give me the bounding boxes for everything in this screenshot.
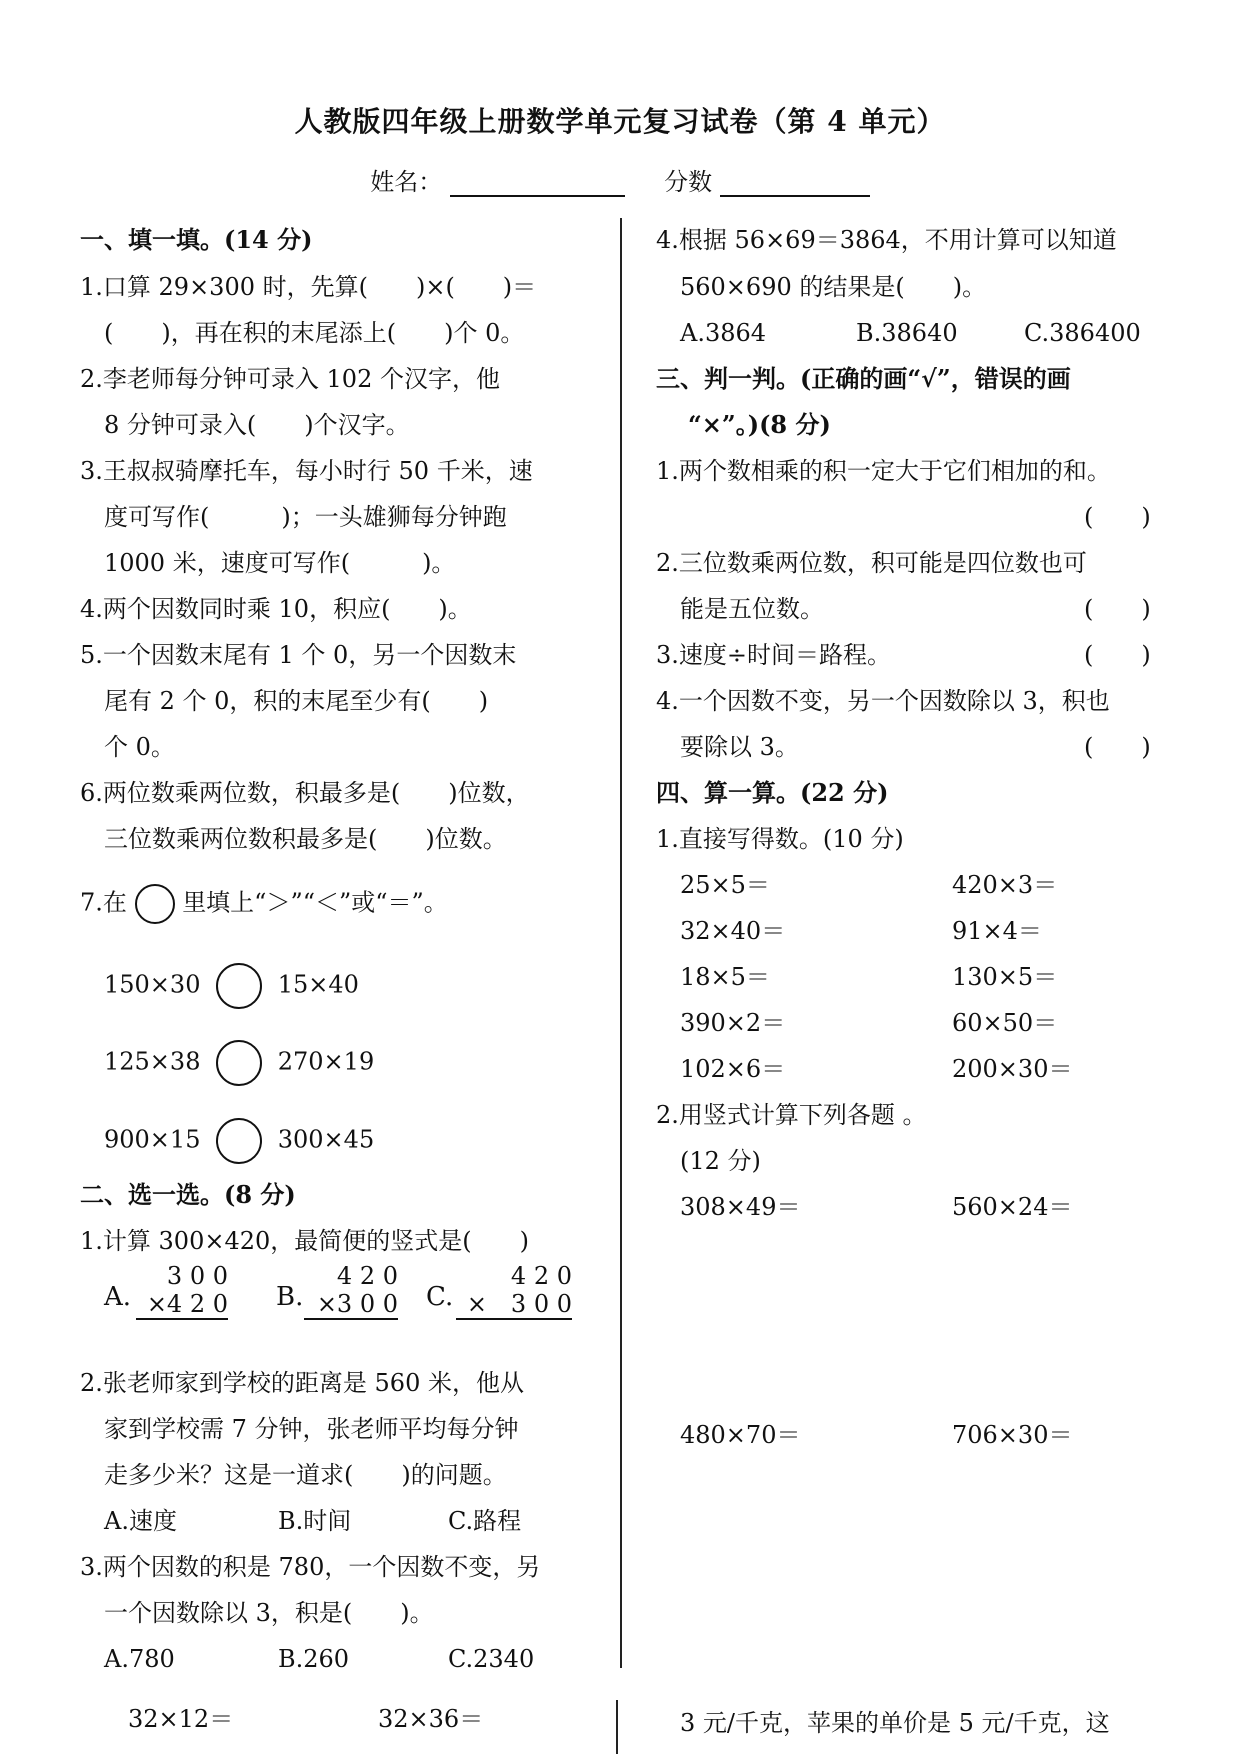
direct-expr: 91×4＝ [952, 917, 1042, 945]
vertical-expr: 308×49＝ [680, 1193, 801, 1221]
column-divider-bottom [616, 1700, 618, 1754]
name-blank[interactable] [450, 171, 625, 197]
direct-expr: 420×3＝ [952, 871, 1058, 899]
q7-line [80, 884, 448, 924]
q4-line: 4.两个因数同时乘 10，积应( )。 [80, 595, 472, 623]
s2q2-line-3: 走多少米？这是一道求( )的问题。 [104, 1461, 507, 1489]
compare-left: 150×30 [104, 970, 201, 999]
compare-left: 125×38 [104, 1047, 201, 1076]
vertical-expr: 480×70＝ [680, 1421, 801, 1449]
direct-expr: 18×5＝ [680, 963, 770, 991]
circle-icon [135, 884, 175, 924]
s2q2-option-b: B.时间 [278, 1507, 352, 1535]
compare-row-3 [104, 1118, 374, 1164]
bottom-expr-1: 32×12＝ [128, 1705, 234, 1733]
s4q1-title: 1.直接写得数。(10 分) [656, 825, 904, 853]
compare-right: 15×40 [277, 970, 359, 999]
s4q2-title-line-2: (12 分) [680, 1147, 761, 1175]
s2q1-option-b [304, 1262, 398, 1320]
bottom-text: 3 元/千克，苹果的单价是 5 元/千克，这 [680, 1709, 1110, 1737]
s2q2-option-a: A.速度 [104, 1507, 177, 1535]
vertical-bottom: × 3 0 0 [456, 1290, 572, 1320]
s2q1-option-a [136, 1262, 228, 1320]
q1-line-2: ( )，再在积的末尾添上( )个 0。 [104, 319, 525, 347]
q5-line-1: 5.一个因数末尾有 1 个 0，另一个因数末 [80, 641, 517, 669]
s2q3-line-1: 3.两个因数的积是 780，一个因数不变，另 [80, 1553, 541, 1581]
q3-line-2: 度可写作( )；一头雄狮每分钟跑 [104, 503, 507, 531]
q6-line-1: 6.两位数乘两位数，积最多是( )位数， [80, 779, 530, 807]
score-blank[interactable] [720, 171, 870, 197]
judge-2-paren[interactable]: ( ) [1084, 595, 1151, 623]
direct-expr: 60×50＝ [952, 1009, 1058, 1037]
q2-line-1: 2.李老师每分钟可录入 102 个汉字，他 [80, 365, 500, 393]
q6-line-2: 三位数乘两位数积最多是( )位数。 [104, 825, 507, 853]
compare-circle[interactable] [216, 1118, 262, 1164]
direct-expr: 102×6＝ [680, 1055, 786, 1083]
direct-expr: 390×2＝ [680, 1009, 786, 1037]
judge-4-line-2: 要除以 3。 [680, 733, 799, 761]
q5-line-3: 个 0。 [104, 733, 175, 761]
s2q3-option-c: C.2340 [448, 1645, 535, 1673]
compare-left: 900×15 [104, 1125, 201, 1154]
s2q3-line-2: 一个因数除以 3，积是( )。 [104, 1599, 434, 1627]
s2q3-option-a: A.780 [104, 1645, 175, 1673]
q5-line-2: 尾有 2 个 0，积的末尾至少有( ) [104, 687, 489, 715]
compare-circle[interactable] [216, 963, 262, 1009]
direct-expr: 25×5＝ [680, 871, 770, 899]
section-4-title: 四、算一算。(22 分) [656, 778, 889, 807]
s2q1-option-a-label: A. [104, 1282, 132, 1312]
compare-circle[interactable] [216, 1040, 262, 1086]
compare-row-2 [104, 1040, 374, 1086]
q2-line-2: 8 分钟可录入( )个汉字。 [104, 411, 410, 439]
r-q4-line-1: 4.根据 56×69＝3864，不用计算可以知道 [656, 226, 1117, 254]
judge-2-line-1: 2.三位数乘两位数，积可能是四位数也可 [656, 549, 1087, 577]
vertical-expr: 560×24＝ [952, 1193, 1073, 1221]
s2q1-option-c [456, 1262, 572, 1320]
section-3-title-line-1: 三、判一判。(正确的画“√”，错误的画 [656, 364, 1071, 393]
s2q2-option-c: C.路程 [448, 1507, 522, 1535]
q7-prefix: 7.在 [80, 888, 127, 917]
r-q4-line-2: 560×690 的结果是( )。 [680, 273, 987, 301]
column-divider [620, 218, 622, 1668]
vertical-bottom: ×3 0 0 [304, 1290, 398, 1320]
judge-3-paren[interactable]: ( ) [1084, 641, 1151, 669]
judge-4-paren[interactable]: ( ) [1084, 733, 1151, 761]
s2q2-line-1: 2.张老师家到学校的距离是 560 米，他从 [80, 1369, 524, 1397]
bottom-expr-2: 32×36＝ [378, 1705, 484, 1733]
r-q4-option-b: B.38640 [856, 319, 958, 347]
judge-2-line-2: 能是五位数。 [680, 595, 824, 623]
direct-expr: 32×40＝ [680, 917, 786, 945]
r-q4-option-c: C.386400 [1024, 319, 1141, 347]
s2q1-line: 1.计算 300×420，最简便的竖式是( ) [80, 1227, 529, 1255]
direct-expr: 130×5＝ [952, 963, 1058, 991]
section-1-title: 一、填一填。(14 分) [80, 225, 313, 254]
r-q4-option-a: A.3864 [680, 319, 767, 347]
judge-3: 3.速度÷时间＝路程。 [656, 641, 892, 669]
vertical-top: 3 0 0 [166, 1262, 228, 1290]
score-label: 分数 [664, 168, 713, 196]
section-2-title: 二、选一选。(8 分) [80, 1180, 296, 1209]
s4q2-title-line-1: 2.用竖式计算下列各题 。 [656, 1101, 927, 1129]
vertical-top: 4 2 0 [510, 1262, 572, 1290]
s2q3-option-b: B.260 [278, 1645, 350, 1673]
vertical-expr: 706×30＝ [952, 1421, 1073, 1449]
judge-4-line-1: 4.一个因数不变，另一个因数除以 3，积也 [656, 687, 1110, 715]
q3-line-1: 3.王叔叔骑摩托车，每小时行 50 千米，速 [80, 457, 533, 485]
s2q1-option-b-label: B. [276, 1282, 304, 1312]
direct-expr: 200×30＝ [952, 1055, 1073, 1083]
s2q1-option-c-label: C. [426, 1282, 454, 1312]
q3-line-3: 1000 米，速度可写作( )。 [104, 549, 456, 577]
name-score-bar [0, 162, 1240, 197]
name-label: 姓名： [370, 168, 443, 196]
judge-1-paren[interactable]: ( ) [1084, 503, 1151, 531]
q1-line-1: 1.口算 29×300 时，先算( )×( )＝ [80, 273, 537, 301]
q7-suffix: 里填上“＞”“＜”或“＝”。 [182, 888, 448, 917]
compare-right: 300×45 [277, 1125, 375, 1154]
s2q2-line-2: 家到学校需 7 分钟，张老师平均每分钟 [104, 1415, 519, 1443]
compare-row-1 [104, 963, 359, 1009]
compare-right: 270×19 [277, 1047, 375, 1076]
section-3-title-line-2: “×”。)(8 分) [688, 410, 831, 439]
vertical-top: 4 2 0 [336, 1262, 398, 1290]
exam-title: 人教版四年级上册数学单元复习试卷（第 4 单元） [294, 105, 946, 138]
judge-1: 1.两个数相乘的积一定大于它们相加的和。 [656, 457, 1111, 485]
vertical-bottom: ×4 2 0 [136, 1290, 228, 1320]
